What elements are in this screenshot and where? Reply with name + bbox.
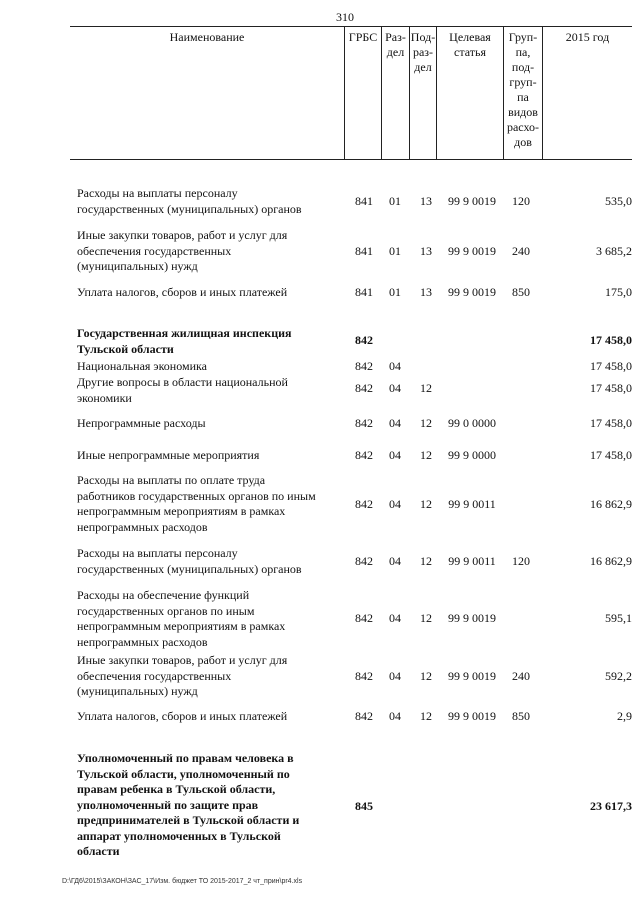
row-amount: 17 458,0 xyxy=(590,381,632,395)
row-name: Расходы на выплаты персоналу государственных (муниципальных) органов xyxy=(77,546,302,576)
row-razdel: 04 xyxy=(389,497,401,511)
row-name: Иные непрограммные мероприятия xyxy=(77,448,260,462)
row-amount: 3 685,2 xyxy=(596,244,632,258)
row-podrazdel: 13 xyxy=(420,194,432,208)
row-grbs: 842 xyxy=(355,669,373,683)
row-razdel: 04 xyxy=(389,611,401,625)
row-celevaya-statya: 99 9 0019 xyxy=(448,244,496,258)
row-name: Иные закупки товаров, работ и услуг для обеспечения государственных (муниципальных) нужд xyxy=(77,653,288,698)
row-grbs: 842 xyxy=(355,333,373,347)
row-podrazdel: 12 xyxy=(420,416,432,430)
row-gruppa: 120 xyxy=(512,194,530,208)
row-razdel: 04 xyxy=(389,448,401,462)
row-podrazdel: 12 xyxy=(420,709,432,723)
row-name: Иные закупки товаров, работ и услуг для обеспечения государственных (муниципальных) нужд xyxy=(77,228,288,273)
header-celevaya-statya: Целевая статья xyxy=(449,30,491,59)
row-grbs: 841 xyxy=(355,285,373,299)
row-grbs: 845 xyxy=(355,799,373,813)
row-amount: 23 617,3 xyxy=(590,799,632,813)
row-razdel: 04 xyxy=(389,669,401,683)
row-razdel: 04 xyxy=(389,359,401,373)
row-podrazdel: 12 xyxy=(420,381,432,395)
row-grbs: 842 xyxy=(355,359,373,373)
page-number: 310 xyxy=(336,10,354,24)
row-podrazdel: 13 xyxy=(420,285,432,299)
row-name: Расходы на выплаты персоналу государственных (муниципальных) органов xyxy=(77,186,302,216)
row-podrazdel: 12 xyxy=(420,611,432,625)
row-podrazdel: 12 xyxy=(420,669,432,683)
row-podrazdel: 12 xyxy=(420,497,432,511)
row-gruppa: 240 xyxy=(512,669,530,683)
header-grbs: ГРБС xyxy=(348,30,378,44)
row-celevaya-statya: 99 9 0019 xyxy=(448,611,496,625)
row-grbs: 842 xyxy=(355,381,373,395)
row-amount: 2,9 xyxy=(617,709,632,723)
row-grbs: 842 xyxy=(355,554,373,568)
header-gruppa: Груп- па, под- груп- па видов расхо- дов xyxy=(506,30,540,149)
header-razdel: Раз- дел xyxy=(385,30,406,59)
row-name: Расходы на выплаты по оплате труда работников государственных органов по иным непрограммным мероприятиям в рамках непрограммных расходов xyxy=(77,473,316,534)
row-celevaya-statya: 99 0 0000 xyxy=(448,416,496,430)
header-name: Наименование xyxy=(169,30,245,44)
row-grbs: 842 xyxy=(355,416,373,430)
row-celevaya-statya: 99 9 0019 xyxy=(448,709,496,723)
row-amount: 595,1 xyxy=(605,611,632,625)
row-gruppa: 240 xyxy=(512,244,530,258)
row-podrazdel: 13 xyxy=(420,244,432,258)
row-razdel: 01 xyxy=(389,285,401,299)
row-gruppa: 120 xyxy=(512,554,530,568)
header-year: 2015 год xyxy=(565,30,610,44)
row-gruppa: 850 xyxy=(512,285,530,299)
row-amount: 535,0 xyxy=(605,194,632,208)
row-celevaya-statya: 99 9 0011 xyxy=(448,554,496,568)
row-razdel: 04 xyxy=(389,554,401,568)
row-grbs: 841 xyxy=(355,194,373,208)
row-podrazdel: 12 xyxy=(420,448,432,462)
row-razdel: 01 xyxy=(389,194,401,208)
row-name: Уплата налогов, сборов и иных платежей xyxy=(77,709,288,723)
header-podrazdel: Под- раз- дел xyxy=(410,30,436,74)
row-name: Национальная экономика xyxy=(77,359,207,373)
row-celevaya-statya: 99 9 0000 xyxy=(448,448,496,462)
row-celevaya-statya: 99 9 0011 xyxy=(448,497,496,511)
row-amount: 17 458,0 xyxy=(590,359,632,373)
row-amount: 17 458,0 xyxy=(590,333,632,347)
row-grbs: 842 xyxy=(355,497,373,511)
row-name: Государственная жилищная инспекция Тульской области xyxy=(77,326,292,356)
row-amount: 175,0 xyxy=(605,285,632,299)
row-amount: 16 862,9 xyxy=(590,497,632,511)
row-celevaya-statya: 99 9 0019 xyxy=(448,194,496,208)
table-header xyxy=(70,26,632,160)
row-razdel: 01 xyxy=(389,244,401,258)
row-razdel: 04 xyxy=(389,381,401,395)
row-name: Уполномоченный по правам человека в Тульской области, уполномоченный по правам ребенка в Тульской области, уполномоченный по защите прав предпринимателей в Тульской области и аппарат уполномоченных в Тульской области xyxy=(77,751,300,858)
row-amount: 17 458,0 xyxy=(590,416,632,430)
row-podrazdel: 12 xyxy=(420,554,432,568)
file-path-footer: D:\ГД6\2015\ЗАКОН\ЗАС_17\Изм. бюджет ТО 2015-2017_2 чт_прин\pr4.xls xyxy=(62,878,303,885)
row-gruppa: 850 xyxy=(512,709,530,723)
row-name: Уплата налогов, сборов и иных платежей xyxy=(77,285,288,299)
row-celevaya-statya: 99 9 0019 xyxy=(448,669,496,683)
row-razdel: 04 xyxy=(389,709,401,723)
row-name: Другие вопросы в области национальной экономики xyxy=(77,375,288,405)
row-celevaya-statya: 99 9 0019 xyxy=(448,285,496,299)
row-grbs: 842 xyxy=(355,709,373,723)
row-amount: 17 458,0 xyxy=(590,448,632,462)
row-razdel: 04 xyxy=(389,416,401,430)
row-grbs: 842 xyxy=(355,611,373,625)
row-amount: 16 862,9 xyxy=(590,554,632,568)
row-name: Непрограммные расходы xyxy=(77,416,206,430)
row-amount: 592,2 xyxy=(605,669,632,683)
row-grbs: 842 xyxy=(355,448,373,462)
row-grbs: 841 xyxy=(355,244,373,258)
row-name: Расходы на обеспечение функций государственных органов по иным непрограммным мероприятиям в рамках непрограммных расходов xyxy=(77,588,286,649)
